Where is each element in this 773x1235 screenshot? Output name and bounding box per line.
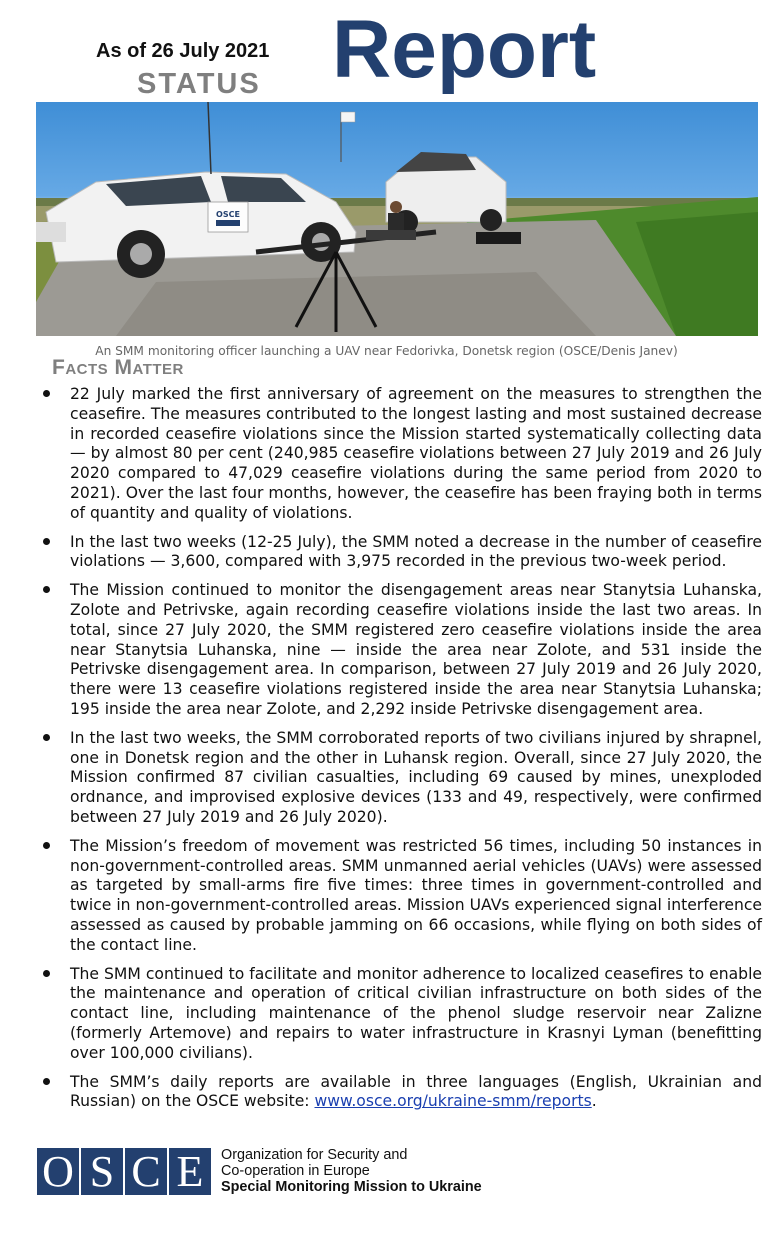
bullet-icon (43, 734, 50, 741)
organization-name (221, 1147, 482, 1196)
bullet-icon (43, 586, 50, 593)
report-date: As of 26 July 2021 (96, 40, 270, 62)
osce-logo-letter: S (81, 1148, 123, 1195)
fact-text: In the last two weeks (12-25 July), the SMM noted a decrease in the number of ceasefire violations — 3,600, compared with 3,975 recorded in the previous two-week period. (70, 532, 762, 571)
fact-item (40, 965, 762, 1064)
uav-launch-photo-illustration (36, 102, 758, 336)
bullet-icon (43, 390, 50, 397)
fact-text-suffix: . (591, 1092, 597, 1111)
facts-list (40, 385, 762, 1121)
fact-item-reports (40, 1073, 762, 1113)
report-title: Report (332, 4, 597, 95)
fact-text: The Mission continued to monitor the disengagement areas near Stanytsia Luhanska, Zolote and Petrivske, again recording ceasefire violations inside the last two areas. In total, since 27 July 2020, the SMM registered zero ceasefire violations inside the area near Stanytsia Luhanska, nine — inside the area near Zolote, and 531 inside the Petrivske disengagement area. In comparison, between 27 July 2019 and 26 July 2020, there were 13 ceasefire violations registered inside the area near Stanytsia Luhanska; 195 inside the area near Zolote, and 2,292 inside Petrivske disengagement area. (70, 581, 762, 718)
fact-item (40, 581, 762, 720)
bullet-icon (43, 538, 50, 545)
org-line-3: Special Monitoring Mission to Ukraine (221, 1179, 482, 1195)
fact-item (40, 533, 762, 573)
vehicle-osce-text: OSCE (216, 210, 240, 219)
osce-logo-letter: E (169, 1148, 211, 1195)
fact-text: 22 July marked the first anniversary of agreement on the measures to strengthen the ceasefire. The measures contributed to the longest lasting and most sustained decrease in recorded ceasefire violations since the Mission started systematically collecting data — by almost 80 per cent (240,985 ceasefire violations between 27 July 2019 and 26 July 2020 compared to 47,029 ceasefire violations during the same period from 2020 to 2021). Over the last four months, however, the ceasefire has been fraying both in terms of quantity and quality of violations. (70, 385, 762, 522)
fact-text: In the last two weeks, the SMM corroborated reports of two civilians injured by shrapnel, one in Donetsk region and the other in Luhansk region. Overall, since 27 July 2020, the Mission confirmed 87 civilian casualties, including 69 caused by mines, unexploded ordnance, and improvised explosive devices (133 and 49, respectively, were confirmed between 27 July 2019 and 26 July 2020). (70, 728, 762, 826)
fact-text: The SMM continued to facilitate and monitor adherence to localized ceasefires to enable the maintenance and operation of critical civilian infrastructure on both sides of the contact line, including maintenance of the phenol sludge reservoir near Zalizne (formerly Artemove) and repairs to water infrastructure in Krasnyi Lyman (benefitting over 100,000 civilians). (70, 964, 762, 1062)
fact-text: The Mission’s freedom of movement was restricted 56 times, including 50 instances in non-government-controlled areas. SMM unmanned aerial vehicles (UAVs) were assessed as targeted by small-arms fire five times: three times in government-controlled and twice in non-government-controlled areas. Mission UAVs experienced signal interference assessed as caused by probable jamming on 66 occasions, while flying on both sides of the contact line. (70, 836, 762, 954)
fact-item (40, 729, 762, 828)
header-photo (36, 102, 758, 336)
osce-logo-letter: O (37, 1148, 79, 1195)
photo-caption: An SMM monitoring officer launching a UAV near Fedorivka, Donetsk region (OSCE/Denis Janev) (95, 344, 678, 358)
fact-item (40, 837, 762, 956)
bullet-icon (43, 970, 50, 977)
org-line-2: Co-operation in Europe (221, 1163, 370, 1179)
bullet-icon (43, 1078, 50, 1085)
fact-text: The SMM’s daily reports are available in three languages (English, Ukrainian and Russian) on the OSCE website: (70, 1072, 762, 1111)
osce-logo-letter: C (125, 1148, 167, 1195)
bullet-icon (43, 842, 50, 849)
section-heading: Facts Matter (52, 356, 184, 379)
osce-footer (37, 1147, 482, 1196)
fact-item (40, 385, 762, 524)
reports-link[interactable]: www.osce.org/ukraine-smm/reports (314, 1092, 592, 1111)
status-label: STATUS (137, 68, 261, 100)
org-line-1: Organization for Security and (221, 1147, 408, 1163)
